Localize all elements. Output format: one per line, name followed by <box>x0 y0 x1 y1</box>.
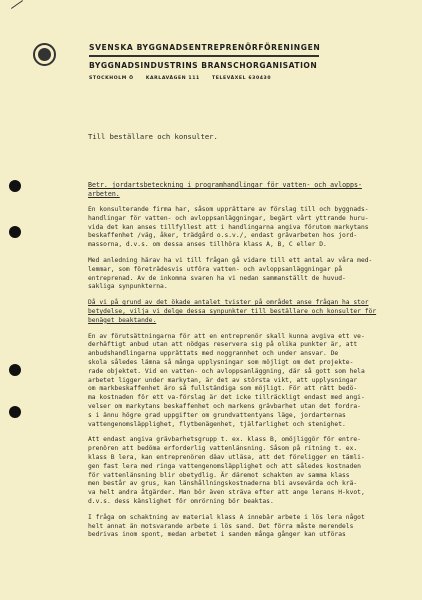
punch-hole <box>9 364 21 376</box>
address-city: STOCKHOLM Ö <box>89 75 134 81</box>
text-line: ma kostnaden för ett va-förslag är det icke tillräckligt endast med angi- <box>88 394 365 402</box>
text-line: s i ännu högre grad uppgifter om grundvattentyans läge, jordarternas <box>88 411 346 419</box>
punch-hole <box>9 226 21 238</box>
text-line: skola således lämna så många upplysningar som möjligt om det projekte- <box>88 358 354 366</box>
punch-hole <box>9 406 21 418</box>
corner-pen-mark <box>11 0 23 9</box>
text-line: En konsulterande firma har, såsom upprättare av förslag till och byggnads- <box>88 206 369 213</box>
letterhead <box>89 43 409 81</box>
text-line: vida det kan anses tillfyllest att i handlingarna angiva förutom markytans <box>88 223 369 231</box>
text-line: prenören att bedöma erforderlig vattenlänsning. Såsom på ritning t. ex. <box>88 445 358 453</box>
address-line <box>89 76 409 81</box>
text-line: bedrivas inom spont, medan arbetet i sanden många gånger kan utföras <box>88 531 346 539</box>
text-line: Betr. jordartsbeteckning i programhandlingar för vatten- och avlopps- <box>88 181 362 189</box>
text-line: d.v.s. dess känslighet för omrörning bör beaktas. <box>88 497 274 505</box>
recipient-line: Till beställare och konsulter. <box>88 132 218 141</box>
org-name-line2: BYGGNADSINDUSTRINS BRANSCHORGANISATION <box>89 60 318 70</box>
letterhead-rule <box>89 55 319 57</box>
subject-heading <box>88 181 418 199</box>
text-line: vattengenomsläpplighet, flytbenägenhet, tjälfarlighet och stenighet. <box>88 420 346 428</box>
text-line: klass B lera, kan entreprenören däav utläsa, att det föreligger en tämli- <box>88 453 365 461</box>
text-line: Att endast angiva grävbarhetsgrupp t. ex. klass B, omöjliggör för entre- <box>88 436 361 444</box>
text-line: benäget beaktande. <box>88 316 157 324</box>
text-line: sakliga synpunkterna. <box>88 283 168 291</box>
text-line: helt annat än motsvarande arbete i lös sand. Det förra måste merendels <box>88 522 354 530</box>
paragraph-5 <box>88 436 418 506</box>
text-line: arbeten. <box>88 190 120 198</box>
text-line: men består av grus, kan länshållningskostnaderna bli avsevärda och krä- <box>88 480 358 488</box>
text-line: arbetet ligger under markytan, är det av största vikt, att upplysningar <box>88 376 358 384</box>
address-phone: TELEVÄXEL 630430 <box>212 75 272 81</box>
text-line: Med anledning härav ha vi till frågan gå vidare till ett antal av våra med- <box>88 256 373 264</box>
text-line: betydelse, vilja vi delge dessa synpunkter till beställare och konsulter för <box>88 307 377 315</box>
text-line: Då vi på grund av det ökade antalet tvister på området anse frågan ha stor <box>88 299 369 307</box>
text-line: gen fast lera med ringa vattengenomsläpplighet och att således kostnaden <box>88 462 361 470</box>
paragraph-2 <box>88 257 418 292</box>
punch-hole <box>9 180 21 192</box>
text-line: derhäftigt anbud utan att nödgas reservera sig på olika punkter är, att <box>88 341 358 349</box>
text-line: rade objektet. Vid en vatten- och avloppsanläggning, där så gott som hela <box>88 367 365 375</box>
text-line: I fråga om schaktning av material klass A innebär arbete i lös lera något <box>88 513 365 521</box>
text-line: om markbeskaffenhet äro så fullständiga som möjligt. För att rätt bedö- <box>88 385 358 393</box>
paragraph-3-underlined <box>88 299 418 325</box>
text-line: En av förutsättningarna för att en entreprenör skall kunna avgiva ett ve- <box>88 332 365 340</box>
text-line: massorna, d.v.s. om dessa anses tillhöra klass A, B, C eller D. <box>88 241 327 249</box>
text-line: handlingar för vatten- och avloppsanläggningar, begärt vårt yttrande huru- <box>88 214 369 222</box>
text-line: velser om markytans beskaffenhet och markens grävbarhet utan det fordra- <box>88 402 361 410</box>
paragraph-4 <box>88 333 418 430</box>
text-line: beskaffenhet /väg, åker, trädgård o.s.v./, endast grävarbeten hos jord- <box>88 232 358 240</box>
letter-body <box>88 132 418 540</box>
text-line: entreprenad. Av de inkomna svaren ha vi nedan sammanställt de huvud- <box>88 274 346 282</box>
org-name-line1: SVENSKA BYGGNADSENTREPRENÖRFÖRENINGEN <box>89 43 321 52</box>
text-line: för vattenlänsning blir obetydlig. Är däremot schakten av samma klass <box>88 471 350 479</box>
text-line: va helt andra åtgärder. Man bör även sträva efter att ange lerans H-kvot, <box>88 489 365 497</box>
text-line: anbudshandlingarna upprättats med noggrannhet och under ansvar. De <box>88 350 339 358</box>
paragraph-1 <box>88 206 418 250</box>
organization-seal-logo <box>33 43 56 66</box>
address-street: KARLAVÄGEN 111 <box>145 75 200 81</box>
paragraph-6 <box>88 514 418 540</box>
text-line: lemmar, som företrädesvis utföra vatten- och avloppsanläggningar på <box>88 265 343 273</box>
